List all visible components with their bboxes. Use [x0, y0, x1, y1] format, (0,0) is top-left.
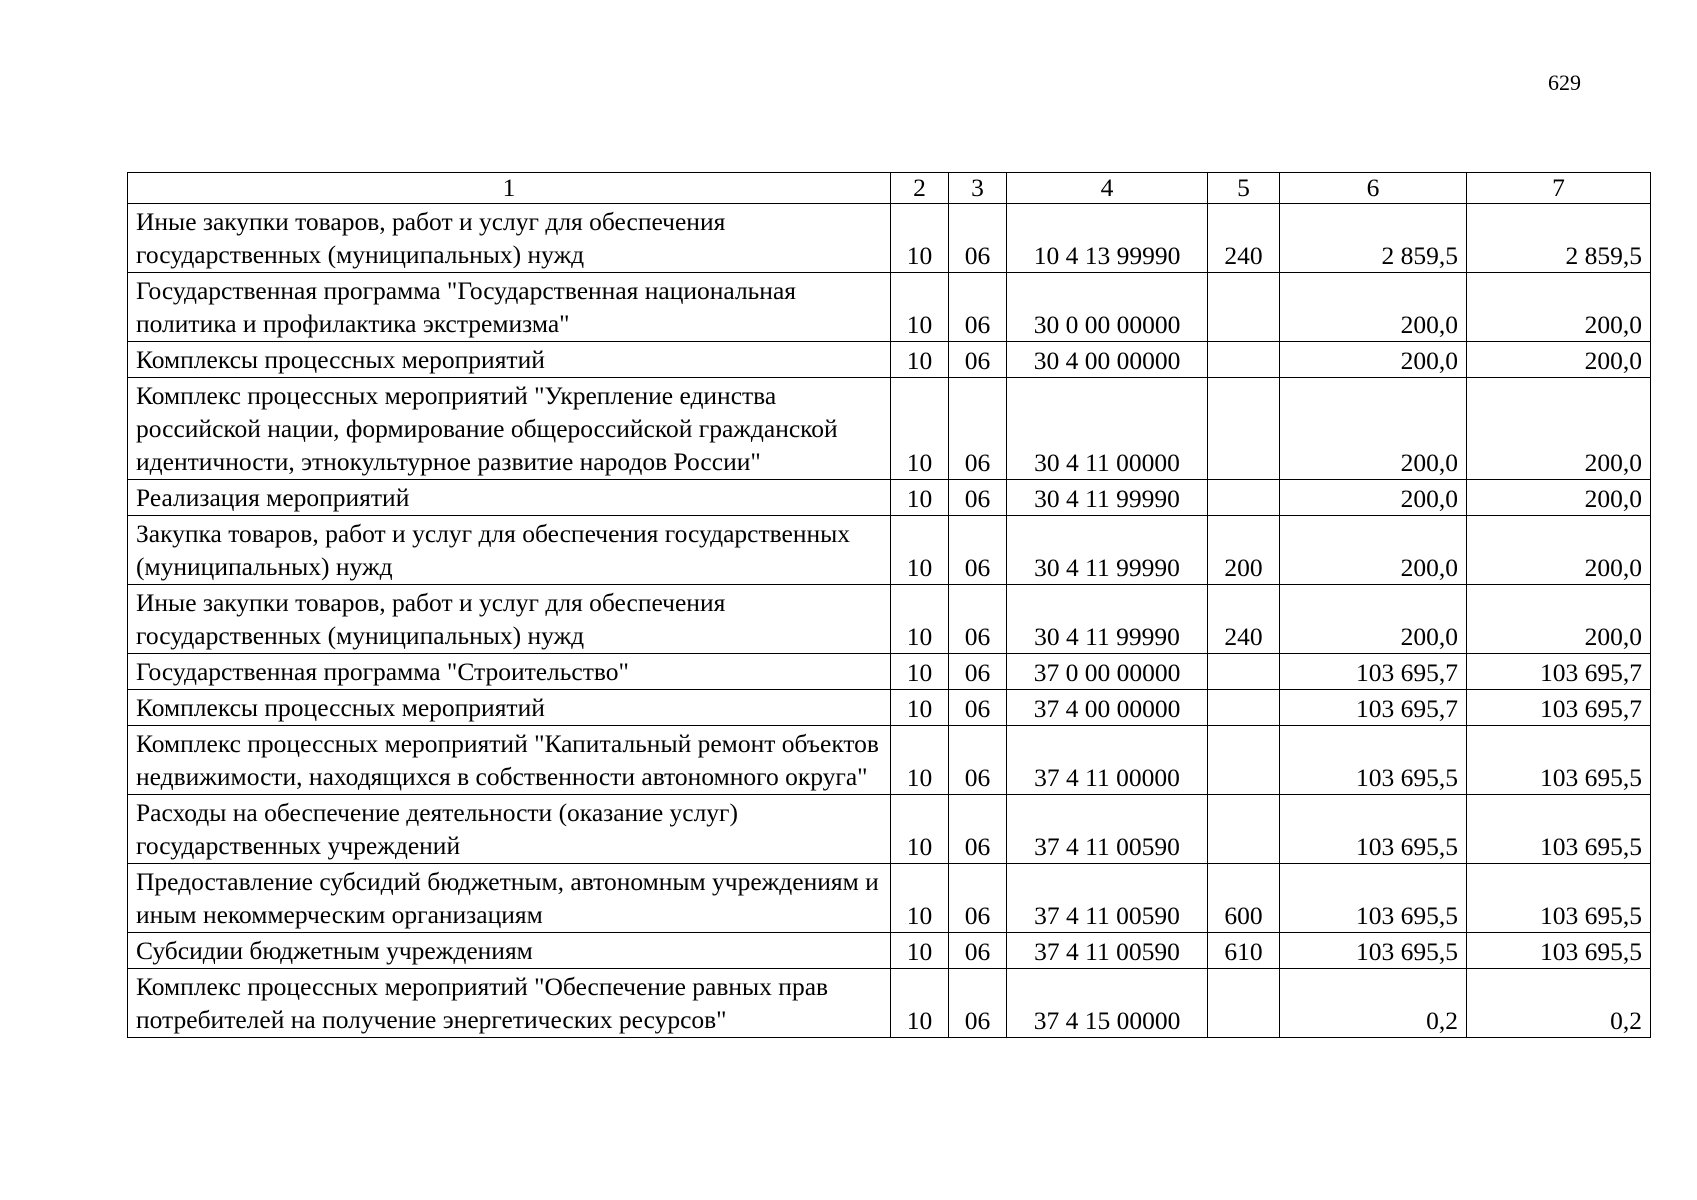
amount-year2-cell: 200,0 [1467, 378, 1651, 480]
table-row [128, 690, 1651, 726]
expense-type-cell [1208, 480, 1280, 516]
section-code-cell: 10 [891, 654, 949, 690]
amount-year2-cell: 103 695,5 [1467, 864, 1651, 933]
subsection-code-cell: 06 [949, 204, 1007, 273]
amount-year1-cell: 103 695,7 [1280, 690, 1467, 726]
expense-name-cell: Расходы на обеспечение деятельности (оказание услуг) государственных учреждений [128, 795, 891, 864]
target-article-cell: 10 4 13 99990 [1007, 204, 1208, 273]
expense-name-cell: Комплексы процессных мероприятий [128, 342, 891, 378]
table-row [128, 516, 1651, 585]
table-row [128, 273, 1651, 342]
section-code-cell: 10 [891, 969, 949, 1038]
section-code-cell: 10 [891, 690, 949, 726]
budget-table [127, 172, 1651, 1038]
table-row [128, 378, 1651, 480]
section-code-cell: 10 [891, 378, 949, 480]
table-row [128, 864, 1651, 933]
table-row [128, 342, 1651, 378]
table-row [128, 726, 1651, 795]
subsection-code-cell: 06 [949, 726, 1007, 795]
section-code-cell: 10 [891, 726, 949, 795]
subsection-code-cell: 06 [949, 654, 1007, 690]
expense-type-cell [1208, 795, 1280, 864]
page-number: 629 [1548, 70, 1581, 95]
expense-name-cell: Государственная программа "Государственная национальная политика и профилактика экстремизма" [128, 273, 891, 342]
subsection-code-cell: 06 [949, 480, 1007, 516]
subsection-code-cell: 06 [949, 273, 1007, 342]
table-header-row [128, 173, 1651, 204]
header-cell-col7: 7 [1467, 173, 1651, 204]
expense-name-cell: Реализация мероприятий [128, 480, 891, 516]
expense-name-cell: Закупка товаров, работ и услуг для обеспечения государственных (муниципальных) нужд [128, 516, 891, 585]
amount-year2-cell: 103 695,5 [1467, 933, 1651, 969]
expense-name-cell: Предоставление субсидий бюджетным, автономным учреждениям и иным некоммерческим организациям [128, 864, 891, 933]
expense-type-cell [1208, 969, 1280, 1038]
section-code-cell: 10 [891, 480, 949, 516]
amount-year2-cell: 200,0 [1467, 585, 1651, 654]
subsection-code-cell: 06 [949, 933, 1007, 969]
amount-year2-cell: 200,0 [1467, 480, 1651, 516]
amount-year1-cell: 0,2 [1280, 969, 1467, 1038]
amount-year1-cell: 103 695,5 [1280, 726, 1467, 795]
expense-type-cell [1208, 273, 1280, 342]
expense-type-cell: 600 [1208, 864, 1280, 933]
section-code-cell: 10 [891, 204, 949, 273]
expense-type-cell [1208, 378, 1280, 480]
section-code-cell: 10 [891, 342, 949, 378]
section-code-cell: 10 [891, 933, 949, 969]
subsection-code-cell: 06 [949, 585, 1007, 654]
expense-type-cell [1208, 654, 1280, 690]
amount-year2-cell: 103 695,7 [1467, 654, 1651, 690]
subsection-code-cell: 06 [949, 690, 1007, 726]
amount-year2-cell: 103 695,5 [1467, 795, 1651, 864]
amount-year1-cell: 200,0 [1280, 273, 1467, 342]
section-code-cell: 10 [891, 273, 949, 342]
expense-type-cell: 240 [1208, 204, 1280, 273]
target-article-cell: 37 4 15 00000 [1007, 969, 1208, 1038]
subsection-code-cell: 06 [949, 864, 1007, 933]
table-row [128, 585, 1651, 654]
amount-year2-cell: 0,2 [1467, 969, 1651, 1038]
amount-year1-cell: 103 695,5 [1280, 933, 1467, 969]
header-cell-col5: 5 [1208, 173, 1280, 204]
amount-year2-cell: 200,0 [1467, 516, 1651, 585]
header-cell-col2: 2 [891, 173, 949, 204]
amount-year2-cell: 200,0 [1467, 273, 1651, 342]
header-cell-col1: 1 [128, 173, 891, 204]
expense-type-cell: 240 [1208, 585, 1280, 654]
expense-name-cell: Иные закупки товаров, работ и услуг для обеспечения государственных (муниципальных) нужд [128, 585, 891, 654]
expense-name-cell: Комплексы процессных мероприятий [128, 690, 891, 726]
expense-name-cell: Иные закупки товаров, работ и услуг для обеспечения государственных (муниципальных) нужд [128, 204, 891, 273]
target-article-cell: 30 4 11 99990 [1007, 516, 1208, 585]
target-article-cell: 30 4 11 99990 [1007, 585, 1208, 654]
table-row [128, 654, 1651, 690]
amount-year1-cell: 103 695,7 [1280, 654, 1467, 690]
subsection-code-cell: 06 [949, 378, 1007, 480]
expense-type-cell [1208, 690, 1280, 726]
expense-type-cell: 610 [1208, 933, 1280, 969]
amount-year1-cell: 103 695,5 [1280, 864, 1467, 933]
amount-year1-cell: 200,0 [1280, 480, 1467, 516]
expense-name-cell: Субсидии бюджетным учреждениям [128, 933, 891, 969]
section-code-cell: 10 [891, 795, 949, 864]
table-row [128, 969, 1651, 1038]
header-cell-col4: 4 [1007, 173, 1208, 204]
amount-year1-cell: 2 859,5 [1280, 204, 1467, 273]
expense-type-cell: 200 [1208, 516, 1280, 585]
expense-name-cell: Комплекс процессных мероприятий "Укрепление единства российской нации, формирование общероссийской гражданской идентичности, этнокультурное развитие народов России" [128, 378, 891, 480]
amount-year2-cell: 103 695,7 [1467, 690, 1651, 726]
target-article-cell: 37 4 11 00000 [1007, 726, 1208, 795]
expense-name-cell: Комплекс процессных мероприятий "Капитальный ремонт объектов недвижимости, находящихся в собственности автономного округа" [128, 726, 891, 795]
target-article-cell: 37 4 00 00000 [1007, 690, 1208, 726]
target-article-cell: 37 4 11 00590 [1007, 795, 1208, 864]
target-article-cell: 30 4 00 00000 [1007, 342, 1208, 378]
amount-year1-cell: 200,0 [1280, 342, 1467, 378]
header-cell-col3: 3 [949, 173, 1007, 204]
subsection-code-cell: 06 [949, 795, 1007, 864]
target-article-cell: 30 4 11 00000 [1007, 378, 1208, 480]
section-code-cell: 10 [891, 585, 949, 654]
target-article-cell: 37 4 11 00590 [1007, 933, 1208, 969]
target-article-cell: 37 4 11 00590 [1007, 864, 1208, 933]
subsection-code-cell: 06 [949, 516, 1007, 585]
table-row [128, 795, 1651, 864]
target-article-cell: 30 4 11 99990 [1007, 480, 1208, 516]
expense-name-cell: Комплекс процессных мероприятий "Обеспечение равных прав потребителей на получение энергетических ресурсов" [128, 969, 891, 1038]
amount-year1-cell: 200,0 [1280, 378, 1467, 480]
amount-year1-cell: 200,0 [1280, 585, 1467, 654]
target-article-cell: 30 0 00 00000 [1007, 273, 1208, 342]
subsection-code-cell: 06 [949, 969, 1007, 1038]
target-article-cell: 37 0 00 00000 [1007, 654, 1208, 690]
table-row [128, 204, 1651, 273]
expense-type-cell [1208, 342, 1280, 378]
amount-year1-cell: 200,0 [1280, 516, 1467, 585]
amount-year2-cell: 200,0 [1467, 342, 1651, 378]
table-row [128, 933, 1651, 969]
amount-year2-cell: 2 859,5 [1467, 204, 1651, 273]
table-row [128, 480, 1651, 516]
amount-year2-cell: 103 695,5 [1467, 726, 1651, 795]
header-cell-col6: 6 [1280, 173, 1467, 204]
expense-type-cell [1208, 726, 1280, 795]
subsection-code-cell: 06 [949, 342, 1007, 378]
amount-year1-cell: 103 695,5 [1280, 795, 1467, 864]
section-code-cell: 10 [891, 864, 949, 933]
expense-name-cell: Государственная программа "Строительство" [128, 654, 891, 690]
section-code-cell: 10 [891, 516, 949, 585]
